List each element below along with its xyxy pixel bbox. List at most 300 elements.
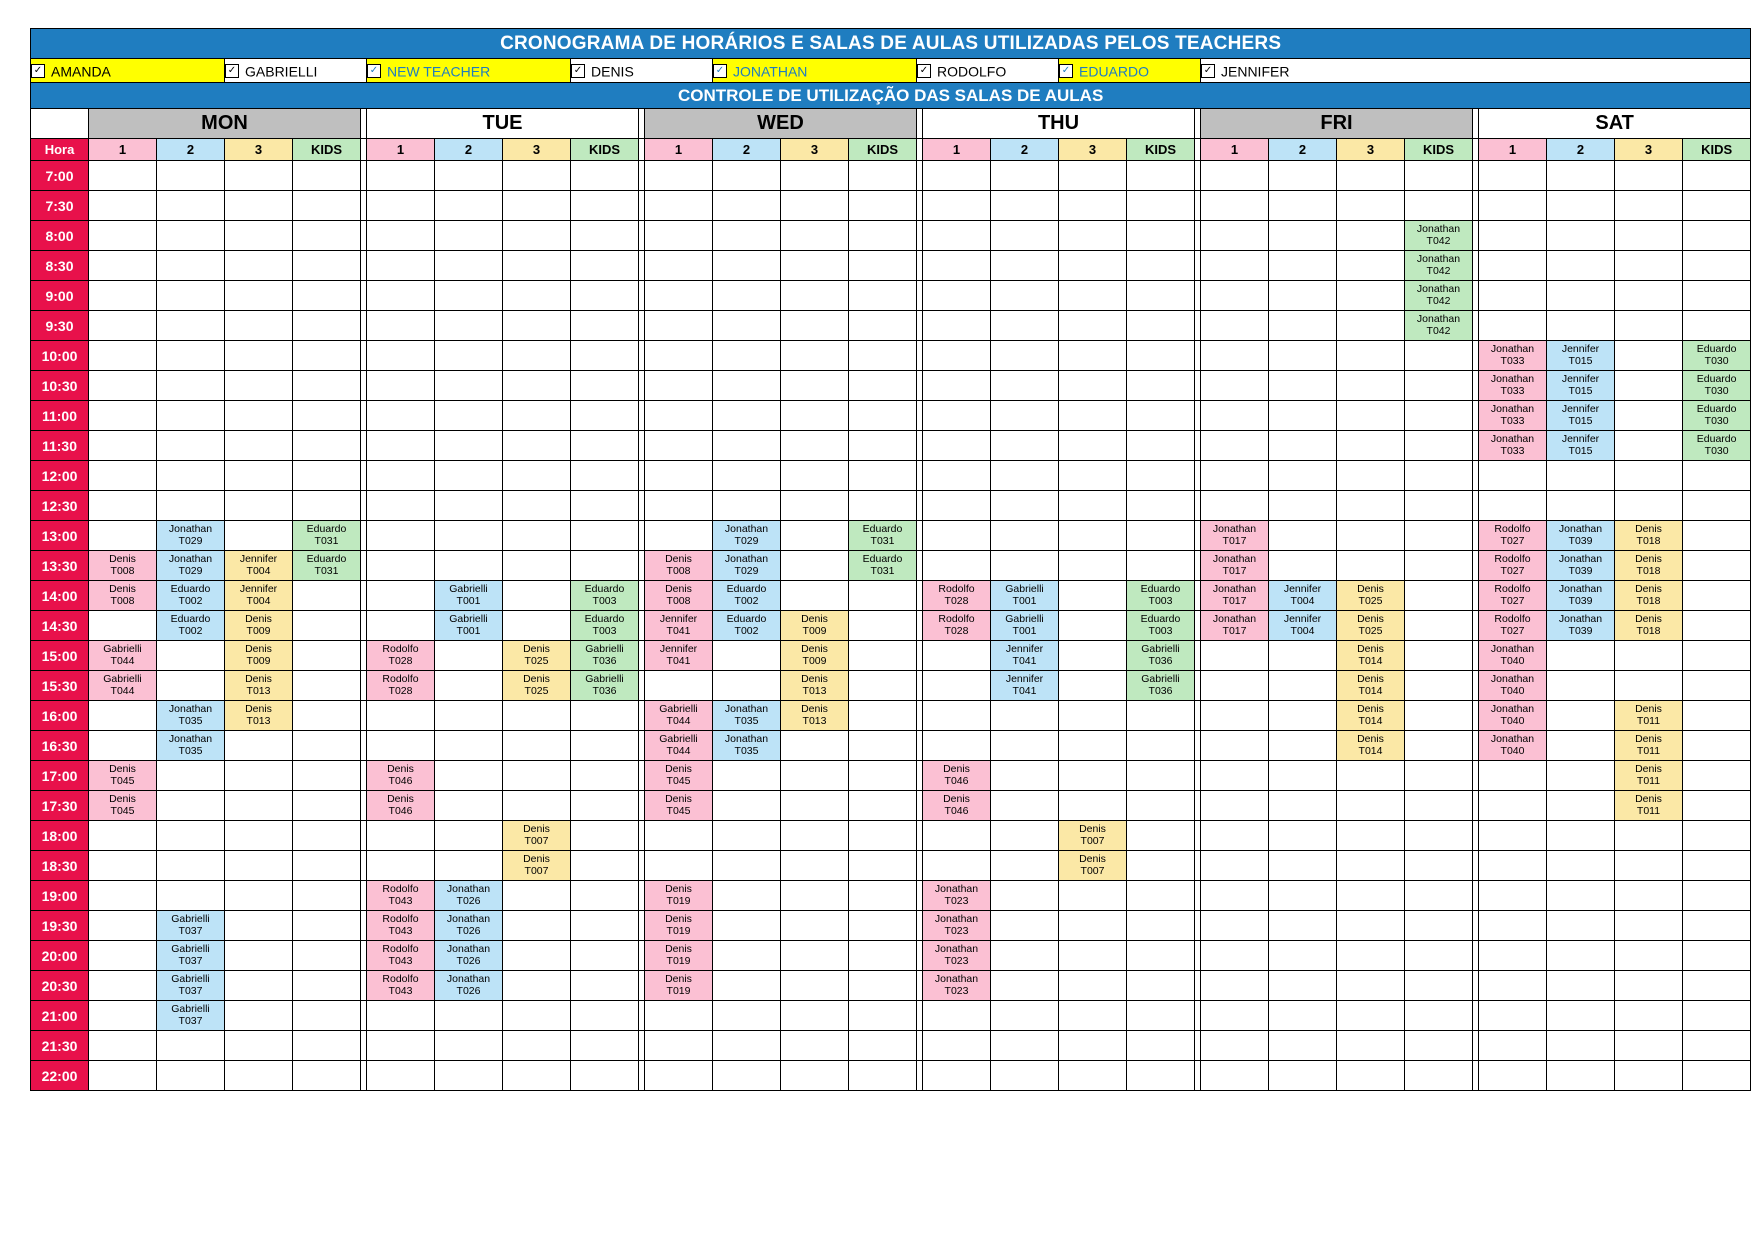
schedule-cell[interactable] bbox=[1059, 551, 1127, 581]
schedule-cell[interactable] bbox=[713, 551, 781, 581]
schedule-cell[interactable] bbox=[1479, 461, 1547, 491]
schedule-cell[interactable] bbox=[293, 1031, 361, 1061]
schedule-cell[interactable] bbox=[1059, 671, 1127, 701]
schedule-cell[interactable] bbox=[1683, 731, 1751, 761]
checkbox-icon[interactable]: ✓ bbox=[367, 64, 381, 78]
schedule-cell[interactable] bbox=[849, 971, 917, 1001]
schedule-cell[interactable] bbox=[1269, 551, 1337, 581]
schedule-cell[interactable] bbox=[781, 491, 849, 521]
schedule-cell[interactable] bbox=[1269, 611, 1337, 641]
schedule-cell[interactable] bbox=[991, 881, 1059, 911]
schedule-cell[interactable] bbox=[1479, 1031, 1547, 1061]
schedule-cell[interactable] bbox=[503, 281, 571, 311]
schedule-cell[interactable] bbox=[225, 641, 293, 671]
schedule-cell[interactable] bbox=[991, 971, 1059, 1001]
schedule-cell[interactable] bbox=[1405, 911, 1473, 941]
schedule-cell[interactable] bbox=[225, 431, 293, 461]
schedule-cell[interactable] bbox=[435, 821, 503, 851]
schedule-cell[interactable] bbox=[293, 191, 361, 221]
schedule-cell[interactable] bbox=[225, 701, 293, 731]
schedule-cell[interactable] bbox=[225, 251, 293, 281]
schedule-cell[interactable] bbox=[713, 401, 781, 431]
schedule-cell[interactable] bbox=[435, 401, 503, 431]
schedule-cell[interactable] bbox=[991, 251, 1059, 281]
schedule-cell[interactable] bbox=[1059, 461, 1127, 491]
schedule-cell[interactable] bbox=[225, 1061, 293, 1091]
schedule-cell[interactable] bbox=[645, 581, 713, 611]
schedule-cell[interactable] bbox=[1127, 1031, 1195, 1061]
schedule-cell[interactable] bbox=[1127, 1061, 1195, 1091]
schedule-cell[interactable] bbox=[503, 1031, 571, 1061]
schedule-cell[interactable] bbox=[293, 461, 361, 491]
schedule-cell[interactable] bbox=[1337, 191, 1405, 221]
schedule-cell[interactable] bbox=[293, 431, 361, 461]
schedule-cell[interactable] bbox=[503, 851, 571, 881]
schedule-cell[interactable] bbox=[571, 401, 639, 431]
schedule-cell[interactable] bbox=[157, 611, 225, 641]
schedule-cell[interactable] bbox=[1615, 311, 1683, 341]
schedule-cell[interactable] bbox=[713, 251, 781, 281]
schedule-cell[interactable] bbox=[1405, 1061, 1473, 1091]
schedule-cell[interactable] bbox=[157, 281, 225, 311]
schedule-cell[interactable] bbox=[781, 1061, 849, 1091]
schedule-cell[interactable] bbox=[157, 1061, 225, 1091]
schedule-cell[interactable] bbox=[923, 521, 991, 551]
schedule-cell[interactable] bbox=[849, 491, 917, 521]
schedule-cell[interactable] bbox=[1405, 281, 1473, 311]
schedule-cell[interactable] bbox=[923, 941, 991, 971]
schedule-cell[interactable] bbox=[713, 491, 781, 521]
schedule-cell[interactable] bbox=[1201, 791, 1269, 821]
schedule-cell[interactable] bbox=[781, 911, 849, 941]
schedule-cell[interactable] bbox=[713, 821, 781, 851]
schedule-cell[interactable] bbox=[225, 611, 293, 641]
schedule-cell[interactable] bbox=[367, 881, 435, 911]
schedule-cell[interactable] bbox=[991, 401, 1059, 431]
schedule-cell[interactable] bbox=[435, 941, 503, 971]
schedule-cell[interactable] bbox=[157, 791, 225, 821]
checkbox-icon[interactable]: ✓ bbox=[571, 64, 585, 78]
schedule-cell[interactable] bbox=[781, 281, 849, 311]
schedule-cell[interactable] bbox=[645, 221, 713, 251]
schedule-cell[interactable] bbox=[1547, 821, 1615, 851]
schedule-cell[interactable] bbox=[1683, 431, 1751, 461]
schedule-cell[interactable] bbox=[435, 731, 503, 761]
schedule-cell[interactable] bbox=[503, 701, 571, 731]
schedule-cell[interactable] bbox=[293, 161, 361, 191]
checkbox-icon[interactable]: ✓ bbox=[917, 64, 931, 78]
schedule-cell[interactable] bbox=[1269, 521, 1337, 551]
schedule-cell[interactable] bbox=[645, 191, 713, 221]
schedule-cell[interactable] bbox=[849, 281, 917, 311]
schedule-cell[interactable] bbox=[1547, 551, 1615, 581]
schedule-cell[interactable] bbox=[1683, 491, 1751, 521]
schedule-cell[interactable] bbox=[1479, 431, 1547, 461]
schedule-cell[interactable] bbox=[225, 851, 293, 881]
schedule-cell[interactable] bbox=[1479, 791, 1547, 821]
schedule-cell[interactable] bbox=[1683, 851, 1751, 881]
schedule-cell[interactable] bbox=[713, 941, 781, 971]
schedule-cell[interactable] bbox=[1547, 491, 1615, 521]
schedule-cell[interactable] bbox=[1479, 191, 1547, 221]
schedule-cell[interactable] bbox=[1127, 851, 1195, 881]
schedule-cell[interactable] bbox=[1405, 731, 1473, 761]
schedule-cell[interactable] bbox=[1547, 401, 1615, 431]
schedule-cell[interactable] bbox=[1201, 311, 1269, 341]
schedule-cell[interactable] bbox=[367, 521, 435, 551]
schedule-cell[interactable] bbox=[157, 821, 225, 851]
schedule-cell[interactable] bbox=[435, 761, 503, 791]
schedule-cell[interactable] bbox=[435, 221, 503, 251]
teacher-legend-denis[interactable] bbox=[571, 59, 713, 83]
schedule-cell[interactable] bbox=[923, 311, 991, 341]
schedule-cell[interactable] bbox=[1201, 611, 1269, 641]
schedule-cell[interactable] bbox=[1059, 911, 1127, 941]
schedule-cell[interactable] bbox=[293, 971, 361, 1001]
schedule-cell[interactable] bbox=[713, 851, 781, 881]
schedule-cell[interactable] bbox=[1201, 941, 1269, 971]
schedule-cell[interactable] bbox=[849, 701, 917, 731]
schedule-cell[interactable] bbox=[1201, 1061, 1269, 1091]
schedule-cell[interactable] bbox=[503, 341, 571, 371]
schedule-cell[interactable] bbox=[1127, 551, 1195, 581]
schedule-cell[interactable] bbox=[1059, 401, 1127, 431]
schedule-cell[interactable] bbox=[1269, 911, 1337, 941]
schedule-cell[interactable] bbox=[571, 701, 639, 731]
schedule-cell[interactable] bbox=[157, 881, 225, 911]
schedule-cell[interactable] bbox=[991, 461, 1059, 491]
schedule-cell[interactable] bbox=[991, 911, 1059, 941]
schedule-cell[interactable] bbox=[781, 221, 849, 251]
schedule-cell[interactable] bbox=[781, 341, 849, 371]
schedule-cell[interactable] bbox=[713, 191, 781, 221]
schedule-cell[interactable] bbox=[645, 881, 713, 911]
schedule-cell[interactable] bbox=[1127, 221, 1195, 251]
schedule-cell[interactable] bbox=[849, 911, 917, 941]
schedule-cell[interactable] bbox=[367, 341, 435, 371]
teacher-legend-eduardo[interactable] bbox=[1059, 59, 1201, 83]
schedule-cell[interactable] bbox=[1269, 1001, 1337, 1031]
schedule-cell[interactable] bbox=[991, 281, 1059, 311]
schedule-cell[interactable] bbox=[1683, 911, 1751, 941]
schedule-cell[interactable] bbox=[571, 341, 639, 371]
schedule-cell[interactable] bbox=[849, 1031, 917, 1061]
schedule-cell[interactable] bbox=[781, 371, 849, 401]
schedule-cell[interactable] bbox=[713, 1061, 781, 1091]
schedule-cell[interactable] bbox=[157, 941, 225, 971]
schedule-cell[interactable] bbox=[157, 701, 225, 731]
schedule-cell[interactable] bbox=[1547, 641, 1615, 671]
schedule-cell[interactable] bbox=[89, 941, 157, 971]
schedule-cell[interactable] bbox=[781, 191, 849, 221]
schedule-cell[interactable] bbox=[1337, 311, 1405, 341]
schedule-cell[interactable] bbox=[1269, 491, 1337, 521]
schedule-cell[interactable] bbox=[1405, 341, 1473, 371]
schedule-cell[interactable] bbox=[1127, 461, 1195, 491]
schedule-cell[interactable] bbox=[1201, 671, 1269, 701]
schedule-cell[interactable] bbox=[1059, 1031, 1127, 1061]
schedule-cell[interactable] bbox=[1683, 341, 1751, 371]
schedule-cell[interactable] bbox=[1127, 821, 1195, 851]
schedule-cell[interactable] bbox=[781, 551, 849, 581]
schedule-cell[interactable] bbox=[781, 971, 849, 1001]
schedule-cell[interactable] bbox=[1405, 641, 1473, 671]
schedule-cell[interactable] bbox=[781, 311, 849, 341]
schedule-cell[interactable] bbox=[1683, 401, 1751, 431]
schedule-cell[interactable] bbox=[1615, 341, 1683, 371]
schedule-cell[interactable] bbox=[1615, 821, 1683, 851]
schedule-cell[interactable] bbox=[923, 251, 991, 281]
schedule-cell[interactable] bbox=[991, 1001, 1059, 1031]
schedule-cell[interactable] bbox=[435, 1031, 503, 1061]
schedule-cell[interactable] bbox=[225, 161, 293, 191]
schedule-cell[interactable] bbox=[1615, 761, 1683, 791]
schedule-cell[interactable] bbox=[503, 191, 571, 221]
schedule-cell[interactable] bbox=[1127, 191, 1195, 221]
schedule-cell[interactable] bbox=[713, 671, 781, 701]
schedule-cell[interactable] bbox=[89, 581, 157, 611]
schedule-cell[interactable] bbox=[1201, 641, 1269, 671]
schedule-cell[interactable] bbox=[571, 161, 639, 191]
schedule-cell[interactable] bbox=[503, 551, 571, 581]
schedule-cell[interactable] bbox=[293, 791, 361, 821]
schedule-cell[interactable] bbox=[1683, 1031, 1751, 1061]
schedule-cell[interactable] bbox=[1269, 161, 1337, 191]
schedule-cell[interactable] bbox=[713, 161, 781, 191]
schedule-cell[interactable] bbox=[367, 431, 435, 461]
schedule-cell[interactable] bbox=[367, 1031, 435, 1061]
schedule-cell[interactable] bbox=[923, 491, 991, 521]
schedule-cell[interactable] bbox=[991, 431, 1059, 461]
schedule-cell[interactable] bbox=[1269, 941, 1337, 971]
schedule-cell[interactable] bbox=[849, 341, 917, 371]
schedule-cell[interactable] bbox=[1269, 191, 1337, 221]
schedule-cell[interactable] bbox=[1479, 641, 1547, 671]
schedule-cell[interactable] bbox=[571, 461, 639, 491]
schedule-cell[interactable] bbox=[1547, 761, 1615, 791]
schedule-cell[interactable] bbox=[503, 311, 571, 341]
schedule-cell[interactable] bbox=[367, 221, 435, 251]
schedule-cell[interactable] bbox=[503, 461, 571, 491]
schedule-cell[interactable] bbox=[571, 371, 639, 401]
schedule-cell[interactable] bbox=[367, 401, 435, 431]
schedule-cell[interactable] bbox=[645, 851, 713, 881]
schedule-cell[interactable] bbox=[293, 941, 361, 971]
schedule-cell[interactable] bbox=[157, 551, 225, 581]
schedule-cell[interactable] bbox=[89, 341, 157, 371]
schedule-cell[interactable] bbox=[1337, 581, 1405, 611]
schedule-cell[interactable] bbox=[503, 671, 571, 701]
schedule-cell[interactable] bbox=[571, 251, 639, 281]
schedule-cell[interactable] bbox=[1201, 341, 1269, 371]
schedule-cell[interactable] bbox=[1269, 1061, 1337, 1091]
schedule-cell[interactable] bbox=[1479, 731, 1547, 761]
schedule-cell[interactable] bbox=[645, 161, 713, 191]
schedule-cell[interactable] bbox=[1405, 941, 1473, 971]
schedule-cell[interactable] bbox=[1059, 341, 1127, 371]
schedule-cell[interactable] bbox=[923, 1031, 991, 1061]
schedule-cell[interactable] bbox=[1683, 281, 1751, 311]
schedule-cell[interactable] bbox=[293, 341, 361, 371]
schedule-cell[interactable] bbox=[1127, 791, 1195, 821]
schedule-cell[interactable] bbox=[225, 791, 293, 821]
schedule-cell[interactable] bbox=[1059, 371, 1127, 401]
schedule-cell[interactable] bbox=[1337, 971, 1405, 1001]
schedule-cell[interactable] bbox=[89, 401, 157, 431]
schedule-cell[interactable] bbox=[435, 281, 503, 311]
schedule-cell[interactable] bbox=[1201, 161, 1269, 191]
schedule-cell[interactable] bbox=[1405, 611, 1473, 641]
schedule-cell[interactable] bbox=[225, 731, 293, 761]
schedule-cell[interactable] bbox=[713, 311, 781, 341]
schedule-cell[interactable] bbox=[1479, 401, 1547, 431]
schedule-cell[interactable] bbox=[1547, 791, 1615, 821]
schedule-cell[interactable] bbox=[991, 191, 1059, 221]
schedule-cell[interactable] bbox=[1405, 881, 1473, 911]
schedule-cell[interactable] bbox=[503, 1001, 571, 1031]
schedule-cell[interactable] bbox=[781, 1031, 849, 1061]
schedule-cell[interactable] bbox=[713, 881, 781, 911]
schedule-cell[interactable] bbox=[571, 191, 639, 221]
schedule-cell[interactable] bbox=[1547, 671, 1615, 701]
schedule-cell[interactable] bbox=[157, 851, 225, 881]
schedule-cell[interactable] bbox=[923, 191, 991, 221]
schedule-cell[interactable] bbox=[157, 1031, 225, 1061]
schedule-cell[interactable] bbox=[293, 401, 361, 431]
schedule-cell[interactable] bbox=[1127, 911, 1195, 941]
schedule-cell[interactable] bbox=[923, 281, 991, 311]
schedule-cell[interactable] bbox=[225, 401, 293, 431]
schedule-cell[interactable] bbox=[1405, 371, 1473, 401]
schedule-cell[interactable] bbox=[1405, 1031, 1473, 1061]
schedule-cell[interactable] bbox=[225, 551, 293, 581]
schedule-cell[interactable] bbox=[89, 551, 157, 581]
schedule-cell[interactable] bbox=[1127, 581, 1195, 611]
schedule-cell[interactable] bbox=[435, 1061, 503, 1091]
schedule-cell[interactable] bbox=[1201, 971, 1269, 1001]
schedule-cell[interactable] bbox=[713, 431, 781, 461]
schedule-cell[interactable] bbox=[923, 971, 991, 1001]
schedule-cell[interactable] bbox=[645, 701, 713, 731]
schedule-cell[interactable] bbox=[225, 1031, 293, 1061]
schedule-cell[interactable] bbox=[1615, 401, 1683, 431]
schedule-cell[interactable] bbox=[89, 1061, 157, 1091]
schedule-cell[interactable] bbox=[1059, 1061, 1127, 1091]
schedule-cell[interactable] bbox=[1059, 971, 1127, 1001]
schedule-cell[interactable] bbox=[923, 431, 991, 461]
schedule-cell[interactable] bbox=[991, 851, 1059, 881]
schedule-cell[interactable] bbox=[503, 821, 571, 851]
schedule-cell[interactable] bbox=[1405, 791, 1473, 821]
schedule-cell[interactable] bbox=[1547, 221, 1615, 251]
schedule-cell[interactable] bbox=[435, 671, 503, 701]
schedule-cell[interactable] bbox=[1683, 191, 1751, 221]
teacher-legend-jennifer[interactable] bbox=[1201, 59, 1751, 83]
schedule-cell[interactable] bbox=[991, 641, 1059, 671]
schedule-cell[interactable] bbox=[1059, 731, 1127, 761]
teacher-legend-rodolfo[interactable] bbox=[917, 59, 1059, 83]
schedule-cell[interactable] bbox=[157, 971, 225, 1001]
teacher-legend-jonathan[interactable] bbox=[713, 59, 917, 83]
schedule-cell[interactable] bbox=[89, 1031, 157, 1061]
schedule-cell[interactable] bbox=[713, 761, 781, 791]
schedule-cell[interactable] bbox=[1405, 761, 1473, 791]
schedule-cell[interactable] bbox=[367, 161, 435, 191]
schedule-cell[interactable] bbox=[849, 941, 917, 971]
schedule-cell[interactable] bbox=[1405, 701, 1473, 731]
schedule-cell[interactable] bbox=[849, 851, 917, 881]
schedule-cell[interactable] bbox=[1615, 911, 1683, 941]
schedule-cell[interactable] bbox=[367, 821, 435, 851]
schedule-cell[interactable] bbox=[1479, 491, 1547, 521]
schedule-cell[interactable] bbox=[991, 941, 1059, 971]
schedule-cell[interactable] bbox=[1615, 1031, 1683, 1061]
schedule-cell[interactable] bbox=[645, 731, 713, 761]
schedule-cell[interactable] bbox=[1201, 881, 1269, 911]
schedule-cell[interactable] bbox=[1201, 581, 1269, 611]
schedule-cell[interactable] bbox=[713, 371, 781, 401]
schedule-cell[interactable] bbox=[435, 881, 503, 911]
schedule-cell[interactable] bbox=[157, 581, 225, 611]
schedule-cell[interactable] bbox=[1269, 851, 1337, 881]
schedule-cell[interactable] bbox=[1337, 341, 1405, 371]
schedule-cell[interactable] bbox=[1337, 851, 1405, 881]
schedule-cell[interactable] bbox=[367, 281, 435, 311]
schedule-cell[interactable] bbox=[1337, 731, 1405, 761]
schedule-cell[interactable] bbox=[923, 221, 991, 251]
schedule-cell[interactable] bbox=[1547, 161, 1615, 191]
schedule-cell[interactable] bbox=[1405, 431, 1473, 461]
schedule-cell[interactable] bbox=[89, 851, 157, 881]
schedule-cell[interactable] bbox=[1547, 881, 1615, 911]
schedule-cell[interactable] bbox=[1405, 671, 1473, 701]
schedule-cell[interactable] bbox=[781, 761, 849, 791]
schedule-cell[interactable] bbox=[435, 371, 503, 401]
schedule-cell[interactable] bbox=[1615, 731, 1683, 761]
schedule-cell[interactable] bbox=[1479, 221, 1547, 251]
schedule-cell[interactable] bbox=[1337, 401, 1405, 431]
schedule-cell[interactable] bbox=[1405, 971, 1473, 1001]
schedule-cell[interactable] bbox=[713, 521, 781, 551]
schedule-cell[interactable] bbox=[1683, 761, 1751, 791]
schedule-cell[interactable] bbox=[1127, 641, 1195, 671]
schedule-cell[interactable] bbox=[1201, 461, 1269, 491]
checkbox-icon[interactable]: ✓ bbox=[31, 64, 45, 78]
schedule-cell[interactable] bbox=[1059, 851, 1127, 881]
schedule-cell[interactable] bbox=[923, 911, 991, 941]
schedule-cell[interactable] bbox=[89, 971, 157, 1001]
schedule-cell[interactable] bbox=[157, 911, 225, 941]
schedule-cell[interactable] bbox=[293, 551, 361, 581]
schedule-cell[interactable] bbox=[367, 251, 435, 281]
schedule-cell[interactable] bbox=[1337, 551, 1405, 581]
schedule-cell[interactable] bbox=[1547, 611, 1615, 641]
schedule-cell[interactable] bbox=[923, 671, 991, 701]
schedule-cell[interactable] bbox=[923, 851, 991, 881]
schedule-cell[interactable] bbox=[713, 461, 781, 491]
schedule-cell[interactable] bbox=[1615, 371, 1683, 401]
schedule-cell[interactable] bbox=[1269, 761, 1337, 791]
schedule-cell[interactable] bbox=[293, 281, 361, 311]
schedule-cell[interactable] bbox=[991, 161, 1059, 191]
schedule-cell[interactable] bbox=[713, 281, 781, 311]
schedule-cell[interactable] bbox=[1269, 731, 1337, 761]
schedule-cell[interactable] bbox=[781, 461, 849, 491]
schedule-cell[interactable] bbox=[367, 671, 435, 701]
schedule-cell[interactable] bbox=[1547, 461, 1615, 491]
schedule-cell[interactable] bbox=[1547, 251, 1615, 281]
schedule-cell[interactable] bbox=[1269, 401, 1337, 431]
